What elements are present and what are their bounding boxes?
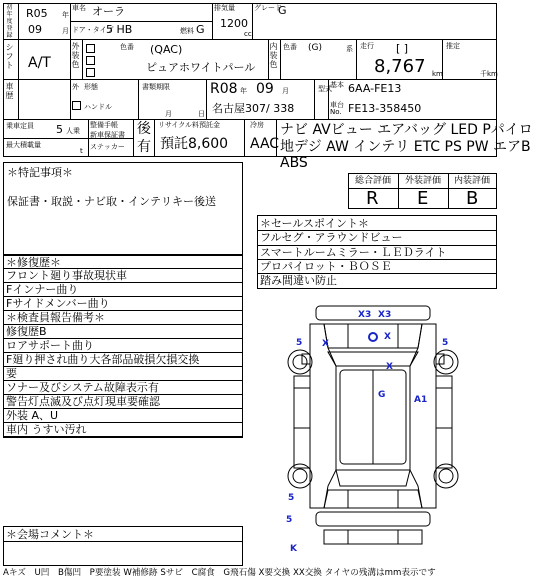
maintenance-record: 後 [137, 121, 151, 137]
repair-item-1: フロント廻り事故現状車 [6, 269, 127, 282]
license-plate: 名古屋307/ 338 [212, 102, 295, 115]
inspector-item-2: ロアサポート曲り [6, 339, 94, 352]
inspection-year: R08 [210, 81, 238, 97]
total-grade: R [366, 188, 379, 209]
repair-item-3: Fサイドメンバー曲り [6, 297, 110, 310]
mark-x-left: X [322, 339, 329, 349]
sales-point-3: プロパイロット・ＢＯＳＥ [260, 260, 392, 273]
repair-rule [3, 366, 243, 367]
sales-point-2: スマートルームミラー・ＬＥＤライト [260, 246, 447, 259]
mark-g: G [378, 390, 386, 400]
inspector-item-1: 修復歴B [6, 325, 47, 338]
mark-x-center: X [386, 362, 393, 372]
fuel-type: G [196, 23, 205, 36]
inspector-item-8: 車内 うすい汚れ [6, 423, 87, 436]
sales-point-1: フルセグ・アラウンドビュー [260, 231, 403, 244]
legend-text: Aキズ U凹 B傷凹 P要塗装 W補修跡 Sサビ C腐食 G飛石傷 X要交換 XX交換 タイヤの残溝はmm表示です [3, 568, 436, 578]
mark-a1: A1 [414, 395, 428, 405]
repair-rule [3, 436, 243, 437]
capacity: 5 [56, 123, 63, 136]
repair-item-2: Fインナー曲り [6, 283, 79, 296]
mileage: 8,767 [374, 56, 426, 77]
chassis-number: FE13-358450 [348, 102, 422, 115]
air-conditioning: AAC [250, 136, 280, 152]
special-notes-title: ＊特記事項＊ [7, 166, 73, 179]
venue-comment-title: ＊会場コメント＊ [6, 528, 94, 541]
mark-x3-front-left: X3 [358, 310, 372, 320]
inspector-item-7: 外装 A、U [6, 409, 59, 422]
exterior-checkbox-2 [86, 56, 95, 65]
mark-x3-front-right: X3 [378, 310, 392, 320]
model-name: オーラ [92, 5, 125, 18]
exterior-checkbox-3 [86, 68, 95, 77]
inspection-month: 09 [256, 81, 274, 97]
grade: G [278, 4, 287, 17]
recycle-fee: 預託8,600 [160, 136, 229, 152]
sales-point-4: 踏み間違い防止 [260, 274, 337, 287]
sales-points-title: ＊セールスポイント＊ [260, 217, 370, 230]
repair-title: ＊修復歴＊ [6, 256, 61, 269]
base-type: 6AA-FE13 [348, 82, 402, 95]
reg-month: 09 [28, 23, 42, 36]
reg-year: R05 [26, 7, 48, 20]
mark-5-rear-left: 5 [288, 493, 295, 503]
inspector-item-6: 警告灯点滅及び点灯現車要確認 [6, 395, 160, 408]
mark-k: K [290, 544, 297, 554]
era-label: 初年度登録 [6, 4, 13, 39]
mark-5-rear-bottom: 5 [286, 515, 293, 525]
mark-x-circle: X [384, 332, 391, 342]
mileage-bracket: [ ] [396, 42, 409, 55]
color-code: (QAC) [150, 43, 183, 56]
equipment-line-3: ABS [280, 155, 308, 171]
equipment-line-2: 地デジ AW インテリ ETC PS PW エアB [280, 139, 531, 155]
door-type: 5 HB [106, 23, 133, 36]
inspector-item-5: ソナー及びシステム故障表示有 [6, 381, 159, 394]
mark-circle-icon [368, 332, 378, 342]
inspector-item-3: F廻り押され曲り大各部品破損欠損交換 [6, 353, 200, 366]
equipment-line-1: ナビ AVビュー エアバッグ LED Pパイロ [280, 122, 533, 138]
displacement: 1200 [220, 17, 248, 30]
exterior-grade: E [417, 188, 429, 209]
inspector-item-4: 要 [6, 367, 17, 380]
interior-code: (G) [308, 43, 322, 53]
special-notes-text: 保証書・取説・ナビ取・インテリキー後送 [7, 195, 216, 208]
color-name: ピュアホワイトパール [146, 61, 256, 74]
mark-5-front-left: 5 [296, 338, 303, 348]
exterior-checkbox-1 [86, 44, 95, 53]
mark-5-front-right: 5 [442, 338, 449, 348]
shift: A/T [28, 55, 51, 71]
inspector-title: ＊検査員報告備考＊ [6, 311, 105, 324]
sticker: 有 [137, 139, 151, 155]
interior-grade: B [466, 188, 479, 209]
